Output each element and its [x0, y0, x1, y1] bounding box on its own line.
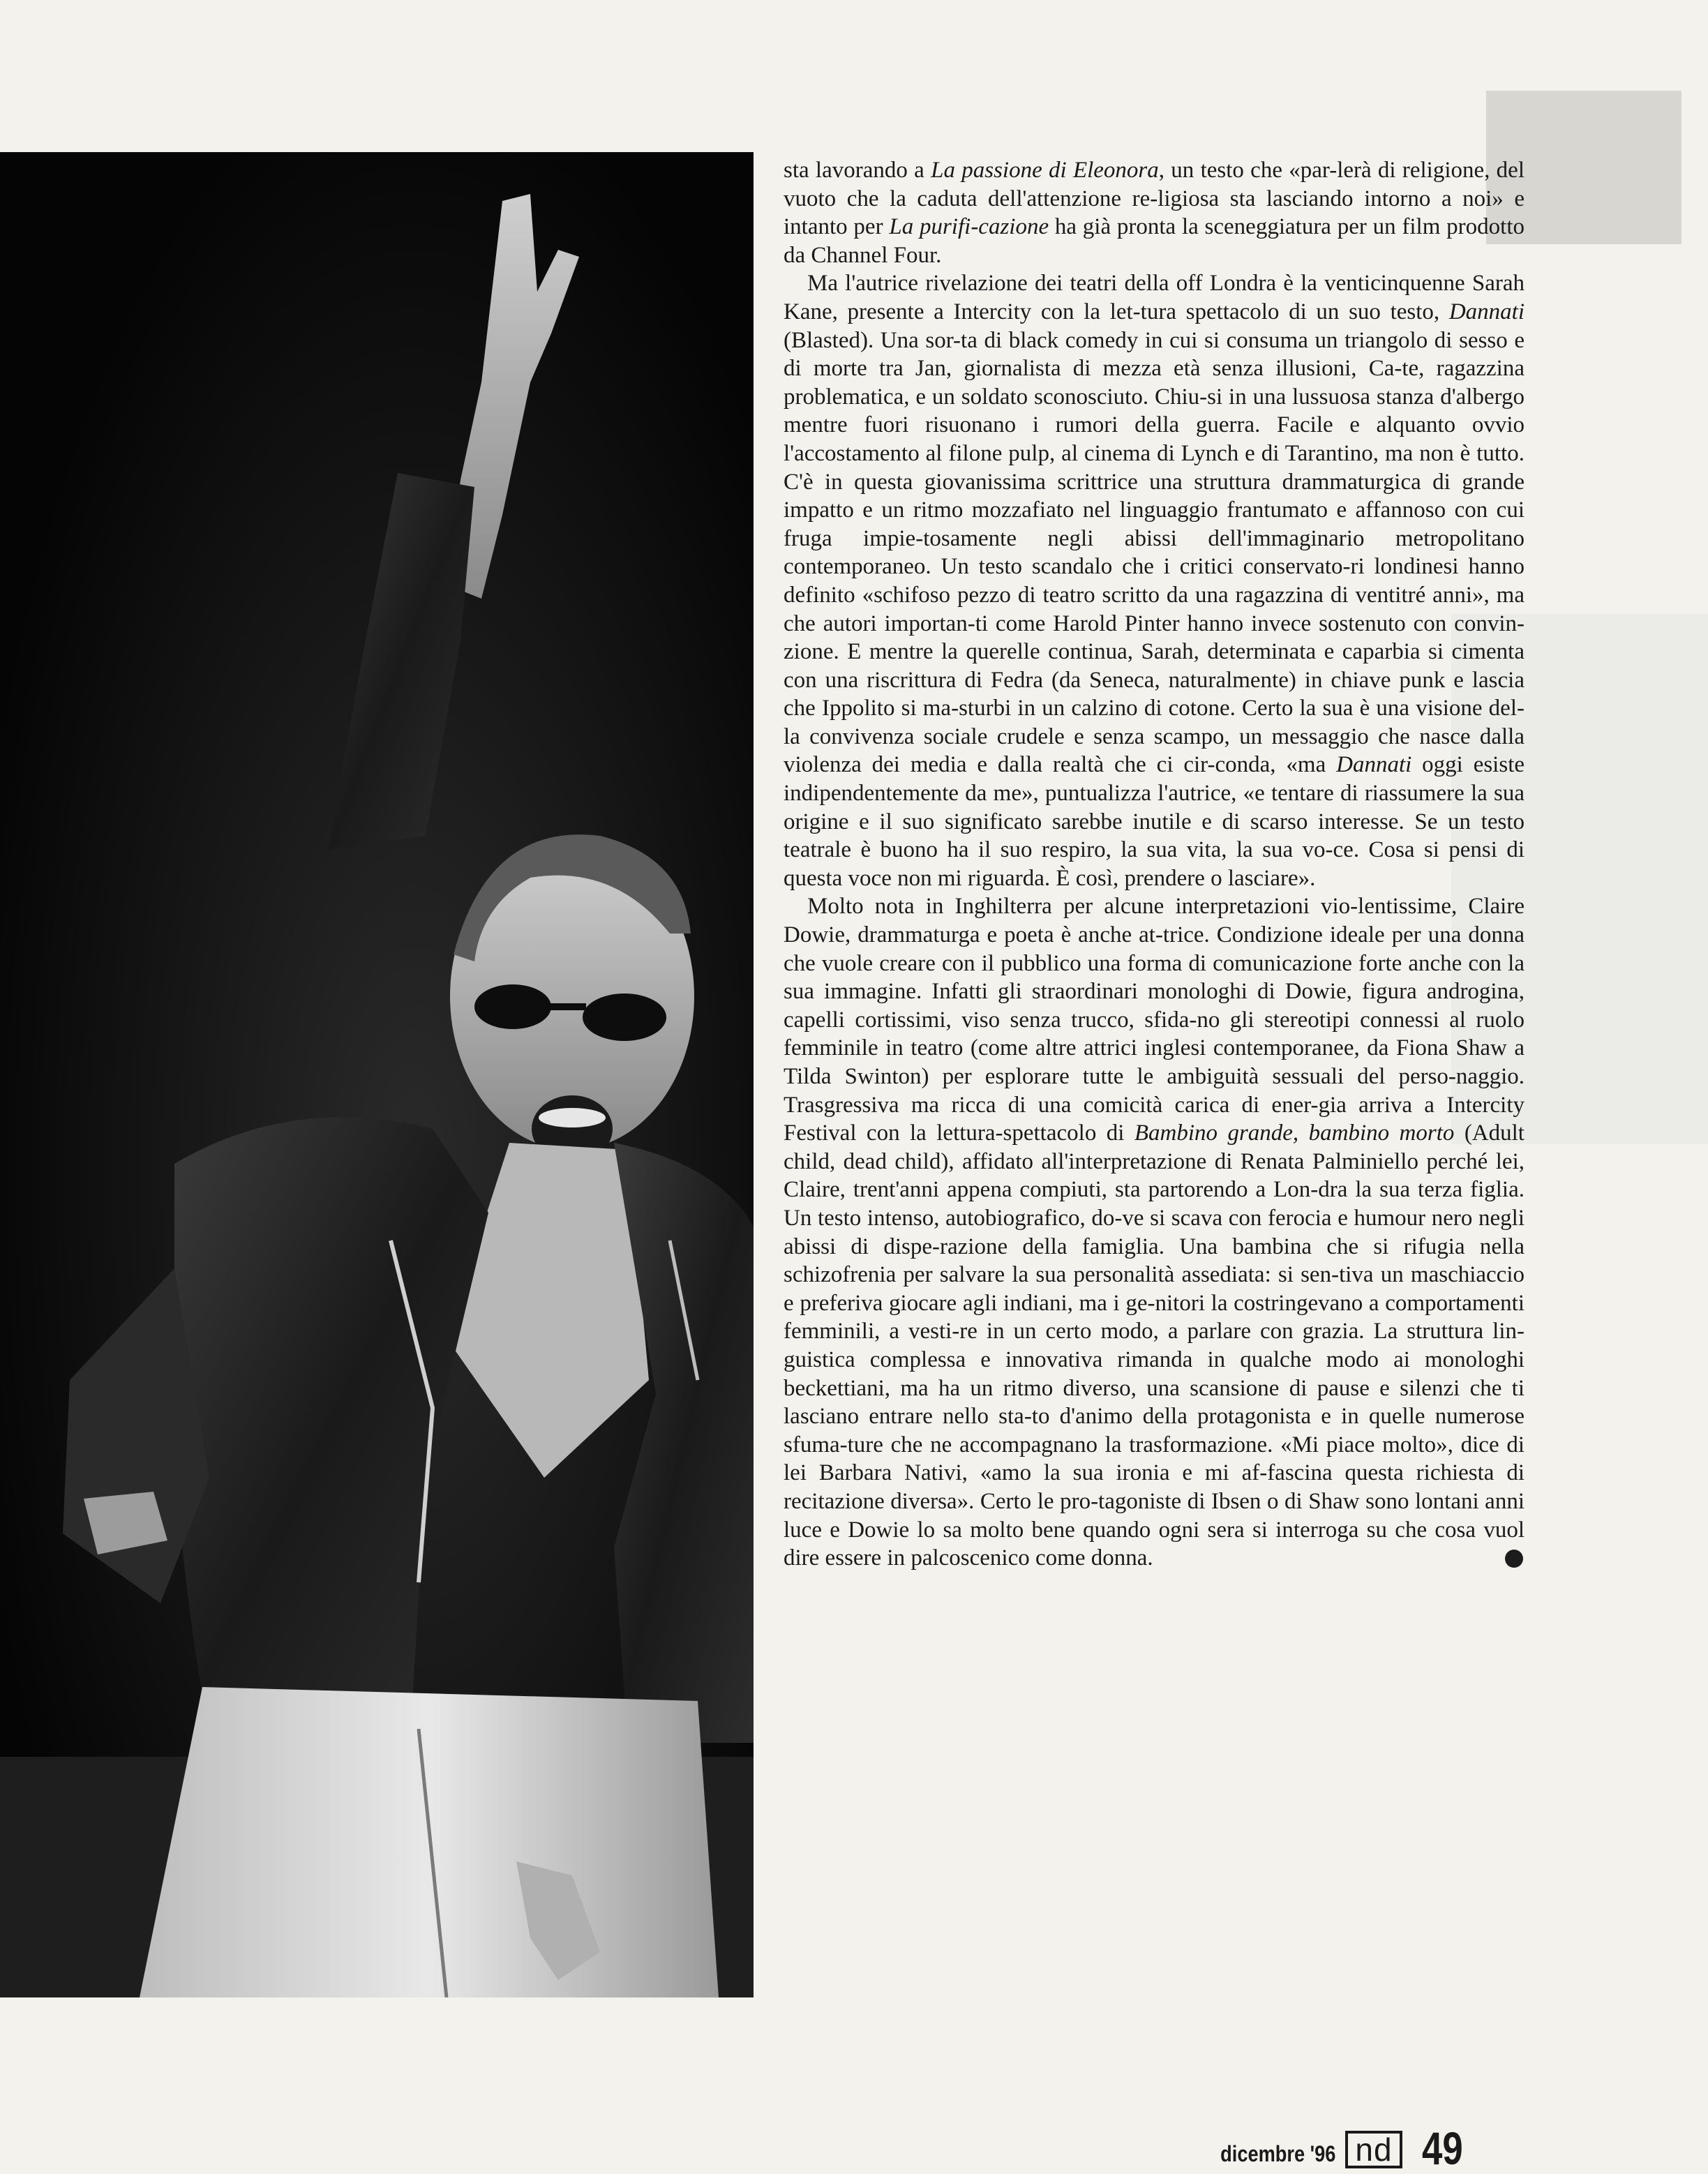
article-paragraph — [784, 156, 1525, 269]
issue-date: dicembre '96 — [1220, 2141, 1336, 2166]
text-run: ha già pronta la sceneggiatura per un film prodotto da Channel Four. — [784, 214, 1525, 268]
article-paragraph — [784, 269, 1525, 892]
text-run: (Blasted). Una sor-ta di black comedy in cui si consuma un triangolo di sesso e di morte tra Jan, giornalista di mezza età senza illusioni, Ca-te, ragazzina problematica, e un soldato sconosciuto. Chiu-si in una lussuosa stanza d'albergo mentre fuori risuonano i rumori della guerra. Facile e alquanto ovvio l'accostamento al filone pulp, al cinema di Lynch e di Tarantino, ma non è tutto. C'è in questa giovanissima scrittrice una struttura drammaturgica di grande impatto e un ritmo mozzafiato nel linguaggio frantumato e affannoso con cui fruga impie-tosamente negli abissi dell'immaginario metropolitano contemporaneo. Un testo scandalo che i critici conservato-ri londinesi hanno definito «schifoso pezzo di teatro scritto da una ragazzina di ventitré anni», ma che autori importan-ti come Harold Pinter hanno invece sostenuto con convin-zione. E mentre la querelle continua, Sarah, determinata e caparbia si cimenta con una riscrittura di Fedra (da Seneca, naturalmente) in chiave punk e lascia che Ippolito si ma-sturbi in un calzino di cotone. Certo la sua è una visione del-la convivenza sociale crudele e senza scampo, un messaggio che nasce dalla violenza dei media e dalla realtà che ci cir-conda, «ma — [784, 327, 1525, 778]
title-italic: Dannati — [1448, 299, 1525, 324]
title-italic: Bambino grande, bambino morto — [1134, 1120, 1455, 1146]
text-run: Ma l'autrice rivelazione dei teatri della off Londra è la venticinquenne Sarah Kane, presente a Intercity con la let-tura spettacolo di un suo testo, — [784, 271, 1525, 324]
title-italic: La passione di Eleonora — [931, 158, 1159, 183]
page-number: 49 — [1421, 2122, 1463, 2174]
page-footer — [1200, 2122, 1473, 2174]
title-italic: La purifi-cazione — [889, 214, 1049, 240]
text-run: , un testo che «par-lerà di religione, del vuoto che la caduta dell'attenzione re-ligiosa sta lasciando intorno a noi» e intanto per — [784, 158, 1525, 240]
article-paragraph — [784, 892, 1525, 1572]
article-end-mark — [1505, 1550, 1523, 1568]
title-italic: Dannati — [1336, 752, 1412, 778]
text-run: (Adult child, dead child), affidato all'interpretazione di Renata Palminiello perché lei, Claire, trent'anni appena compiuti, sta partorendo a Lon-dra la sua terza figlia. Un testo intenso, autobiografico, do-ve si scava con ferocia e humour nero negli abissi di dispe-razione della famiglia. Una bambina che si rifugia nella schizofrenia per salvare la sua personalità assediata: si sen-tiva un maschiaccio e preferiva giocare agli indiani, ma i ge-nitori la costringevano a comportamenti femminili, a vesti-re in un certo modo, a parlare con grazia. La struttura lin-guistica complessa e innovativa rimanda in qualche modo ai monologhi beckettiani, ma ha un ritmo diverso, una scansione di pause e silenzi che ti lasciano entrare nello sta-to d'animo della protagonista e in quelle numerose sfuma-ture che ne accompagnano la trasformazione. «Mi piace molto», dice di lei Barbara Nativi, «amo la sua ironia e mi af-fascina questa richiesta di recitazione diversa». Certo le pro-tagoniste di Ibsen o di Shaw sono lontani anni luce e Dowie lo sa molto bene quando ogni sera si interroga su che cosa vuol dire essere in palcoscenico come donna. — [784, 1120, 1525, 1571]
article-body — [784, 156, 1525, 1573]
magazine-logo: nd — [1345, 2131, 1402, 2168]
text-run: Molto nota in Inghilterra per alcune interpretazioni vio-lentissime, Claire Dowie, drammaturga e poeta è anche at-trice. Condizione ideale per una donna che vuole creare con il pubblico una forma di comunicazione forte anche con la sua immagine. Infatti gli straordinari monologhi di Dowie, figura androgina, capelli cortissimi, viso senza trucco, sfida-no gli stereotipi connessi al ruolo femminile in teatro (come altre attrici inglesi contemporanee, da Fiona Shaw a Tilda Swinton) per esplorare tutte le ambiguità sessuali del perso-naggio. Trasgressiva ma ricca di una comicità carica di ener-gia arriva a Intercity Festival con la lettura-spettacolo di — [784, 894, 1525, 1146]
performer-photo — [0, 152, 754, 1997]
text-run: sta lavorando a — [784, 158, 931, 183]
text-run: oggi esiste indipendentemente da me», puntualizza l'autrice, «e tentare di riassumere la sua origine e il suo significato sarebbe inutile e di scarso interesse. Se un testo teatrale è buono ha il suo respiro, la sua vita, la sua vo-ce. Cosa si pensi di questa voce non mi riguarda. È così, prendere o lasciare». — [784, 752, 1525, 891]
